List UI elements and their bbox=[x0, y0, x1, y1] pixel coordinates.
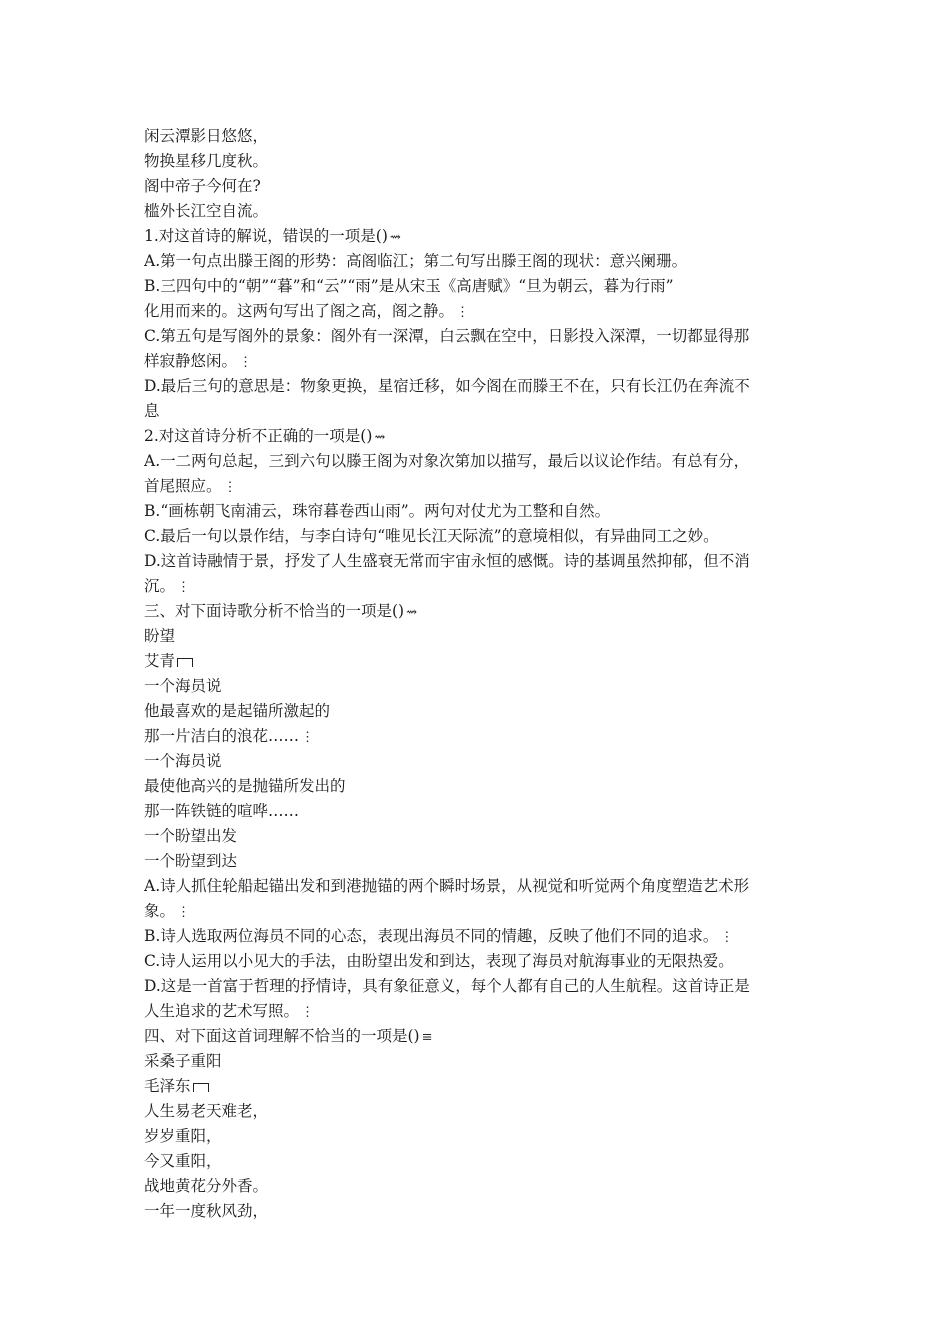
text-line bbox=[144, 424, 808, 449]
line-text: B.三四句中的“朝”“暮”和“云”“雨”是从宋玉《高唐赋》“旦为朝云，暮为行雨” bbox=[144, 277, 674, 295]
text-line bbox=[144, 1149, 808, 1174]
text-line bbox=[144, 999, 808, 1024]
text-line bbox=[144, 349, 808, 374]
line-text: 那一阵铁链的喧哗…… bbox=[144, 802, 300, 820]
line-text: D.这首诗融情于景，抒发了人生盛衰无常而宇宙永恒的感慨。诗的基调虽然抑郁，但不消 bbox=[144, 552, 750, 570]
document-body bbox=[144, 124, 808, 1224]
dots-mark-icon: ⋮ bbox=[223, 479, 237, 495]
text-line bbox=[144, 224, 808, 249]
text-line bbox=[144, 574, 808, 599]
text-line bbox=[144, 1199, 808, 1224]
text-line bbox=[144, 249, 808, 274]
lines-mark-icon: ≡ bbox=[421, 1029, 433, 1045]
line-text: 人生易老天难老， bbox=[144, 1102, 269, 1120]
line-text: 岁岁重阳， bbox=[144, 1127, 222, 1145]
text-line bbox=[144, 299, 808, 324]
line-text: 一个盼望出发 bbox=[144, 827, 238, 845]
line-text: A.一二两句总起，三到六句以滕王阁为对象次第加以描写，最后以议论作结。有总有分， bbox=[144, 452, 750, 470]
line-text: B.“画栋朝飞南浦云，珠帘暮卷西山雨”。两句对仗尤为工整和自然。 bbox=[144, 502, 611, 520]
line-text: 息 bbox=[144, 402, 160, 420]
text-line bbox=[144, 924, 808, 949]
swirl-mark-icon: ⇝ bbox=[406, 604, 418, 620]
line-text: 样寂静悠闲。 bbox=[144, 352, 238, 370]
line-text: C.诗人运用以小见大的手法，由盼望出发和到达，表现了海员对航海事业的无限热爱。 bbox=[144, 952, 734, 970]
line-text: 化用而来的。这两句写出了阁之高，阁之静。 bbox=[144, 302, 455, 320]
dots-mark-icon: ⋮ bbox=[177, 579, 191, 595]
text-line bbox=[144, 624, 808, 649]
line-text: B.诗人选取两位海员不同的心态，表现出海员不同的情趣，反映了他们不同的追求。 bbox=[144, 927, 719, 945]
line-text: 他最喜欢的是起锚所激起的 bbox=[144, 702, 331, 720]
line-text: 那一片洁白的浪花…… bbox=[144, 727, 300, 745]
dots-mark-icon: ⋮ bbox=[301, 1004, 315, 1020]
line-text: D.最后三句的意思是：物象更换，星宿迁移，如今阁在而滕王不在，只有长江仍在奔流不 bbox=[144, 377, 750, 395]
text-line bbox=[144, 549, 808, 574]
text-line bbox=[144, 1099, 808, 1124]
line-text: 2.对这首诗分析不正确的一项是() bbox=[144, 427, 373, 445]
text-line bbox=[144, 1024, 808, 1049]
line-text: 槛外长江空自流。 bbox=[144, 202, 269, 220]
text-line bbox=[144, 449, 808, 474]
text-line bbox=[144, 824, 808, 849]
text-line bbox=[144, 174, 808, 199]
text-line bbox=[144, 474, 808, 499]
dots-mark-icon: ⋮ bbox=[456, 304, 470, 320]
bracket-mark-icon bbox=[193, 1083, 209, 1092]
text-line bbox=[144, 949, 808, 974]
text-line bbox=[144, 499, 808, 524]
text-line bbox=[144, 1049, 808, 1074]
text-line bbox=[144, 324, 808, 349]
line-text: 一年一度秋风劲， bbox=[144, 1202, 269, 1220]
line-text: 三、对下面诗歌分析不恰当的一项是() bbox=[144, 602, 405, 620]
line-text: 采桑子重阳 bbox=[144, 1052, 222, 1070]
line-text: 象。 bbox=[144, 902, 176, 920]
text-line bbox=[144, 524, 808, 549]
text-line bbox=[144, 774, 808, 799]
bracket-mark-icon bbox=[177, 658, 193, 667]
line-text: 1.对这首诗的解说，错误的一项是() bbox=[144, 227, 388, 245]
line-text: A.诗人抓住轮船起锚出发和到港抛锚的两个瞬时场景，从视觉和听觉两个角度塑造艺术形 bbox=[144, 877, 750, 895]
line-text: 首尾照应。 bbox=[144, 477, 222, 495]
text-line bbox=[144, 399, 808, 424]
text-line bbox=[144, 799, 808, 824]
line-text: 一个海员说 bbox=[144, 677, 222, 695]
swirl-mark-icon: ⇝ bbox=[389, 229, 401, 245]
line-text: 四、对下面这首词理解不恰当的一项是() bbox=[144, 1027, 420, 1045]
line-text: C.第五句是写阁外的景象：阁外有一深潭，白云飘在空中，日影投入深潭，一切都显得那 bbox=[144, 327, 750, 345]
line-text: A.第一句点出滕王阁的形势：高阁临江；第二句写出滕王阁的现状：意兴阑珊。 bbox=[144, 252, 688, 270]
text-line bbox=[144, 674, 808, 699]
line-text: 今又重阳， bbox=[144, 1152, 222, 1170]
text-line bbox=[144, 274, 808, 299]
text-line bbox=[144, 599, 808, 624]
line-text: 物换星移几度秋。 bbox=[144, 152, 269, 170]
line-text: 一个盼望到达 bbox=[144, 852, 238, 870]
line-text: D.这是一首富于哲理的抒情诗，具有象征意义，每个人都有自己的人生航程。这首诗正是 bbox=[144, 977, 750, 995]
text-line bbox=[144, 1174, 808, 1199]
text-line bbox=[144, 649, 808, 674]
dots-mark-icon: ⋮ bbox=[720, 929, 734, 945]
text-line bbox=[144, 124, 808, 149]
line-text: C.最后一句以景作结，与李白诗句“唯见长江天际流”的意境相似，有异曲同工之妙。 bbox=[144, 527, 719, 545]
text-line bbox=[144, 874, 808, 899]
dots-mark-icon: ⋮ bbox=[177, 904, 191, 920]
text-line bbox=[144, 374, 808, 399]
text-line bbox=[144, 1124, 808, 1149]
line-text: 人生追求的艺术写照。 bbox=[144, 1002, 300, 1020]
text-line bbox=[144, 199, 808, 224]
text-line bbox=[144, 749, 808, 774]
text-line bbox=[144, 724, 808, 749]
text-line bbox=[144, 149, 808, 174]
dots-mark-icon: ⋮ bbox=[301, 729, 315, 745]
swirl-mark-icon: ⇝ bbox=[374, 429, 386, 445]
line-text: 盼望 bbox=[144, 627, 176, 645]
dots-mark-icon: ⋮ bbox=[239, 354, 253, 370]
line-text: 沉。 bbox=[144, 577, 176, 595]
line-text: 战地黄花分外香。 bbox=[144, 1177, 269, 1195]
text-line bbox=[144, 699, 808, 724]
text-line bbox=[144, 899, 808, 924]
line-text: 最使他高兴的是抛锚所发出的 bbox=[144, 777, 346, 795]
text-line bbox=[144, 1074, 808, 1099]
line-text: 毛泽东 bbox=[144, 1077, 191, 1095]
line-text: 一个海员说 bbox=[144, 752, 222, 770]
line-text: 艾青 bbox=[144, 652, 176, 670]
text-line bbox=[144, 974, 808, 999]
line-text: 阁中帝子今何在? bbox=[144, 177, 261, 195]
line-text: 闲云潭影日悠悠， bbox=[144, 127, 269, 145]
text-line bbox=[144, 849, 808, 874]
